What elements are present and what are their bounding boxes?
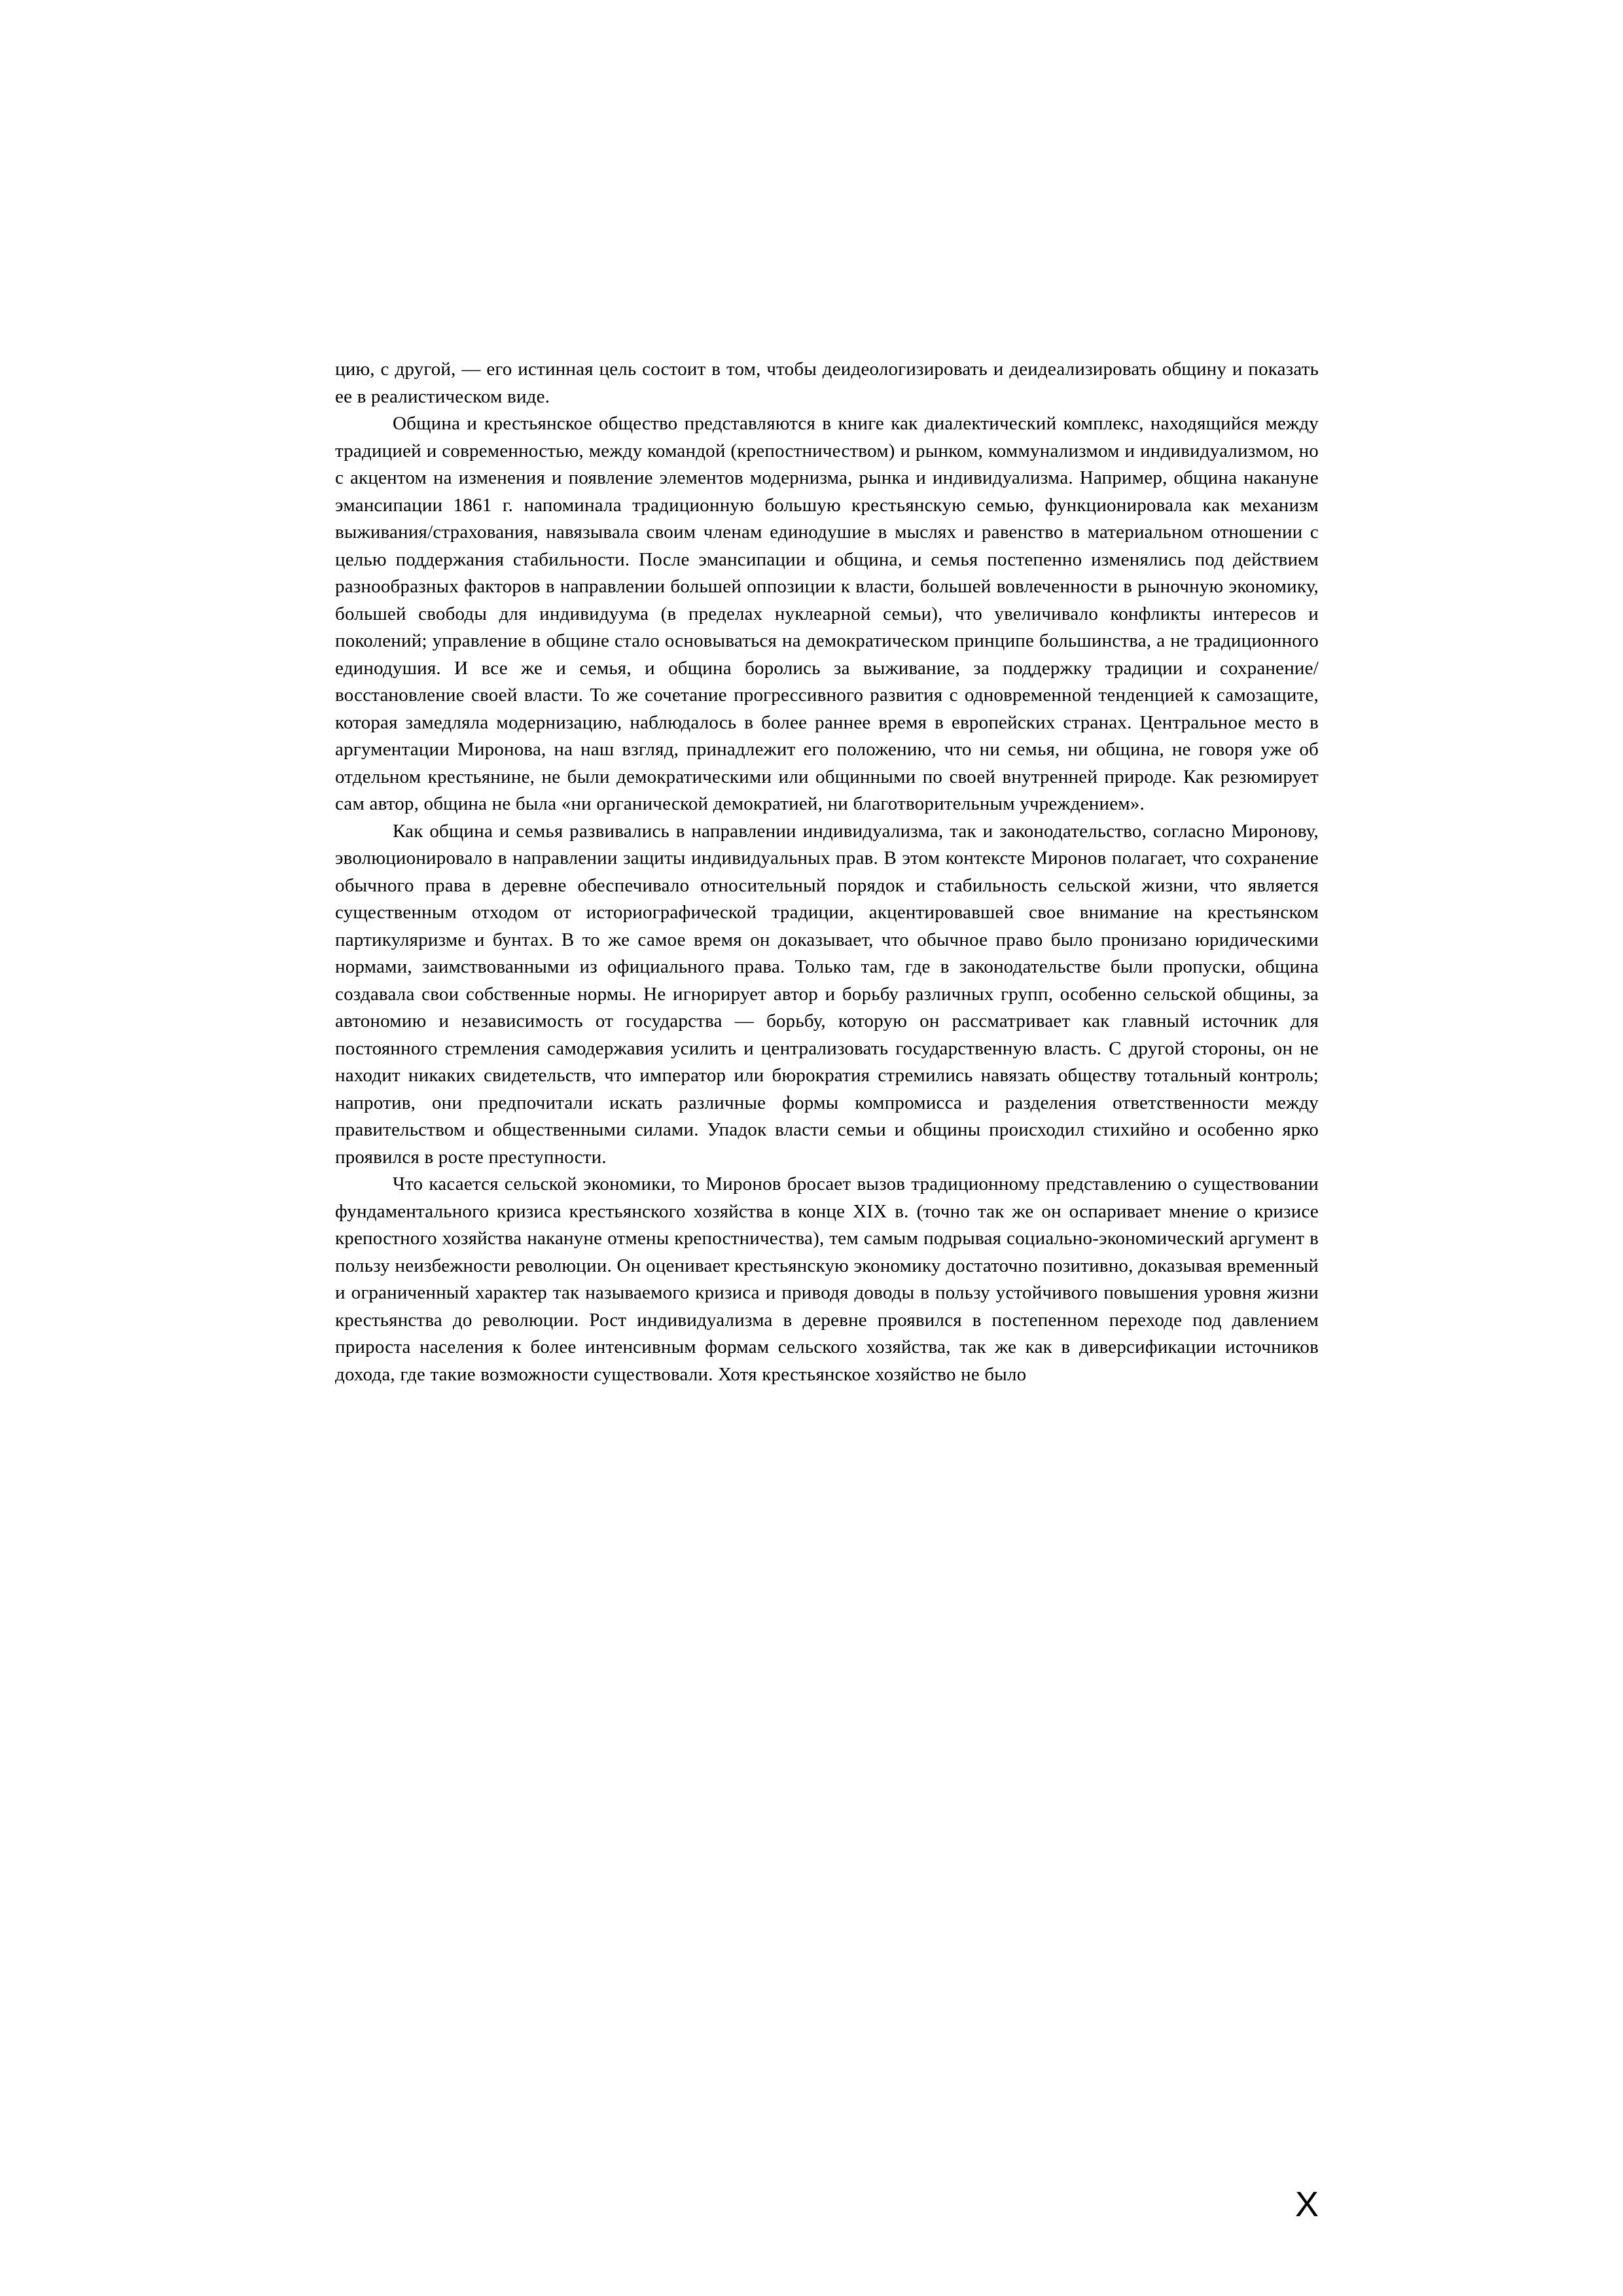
body-text: [335, 356, 1319, 1388]
paragraph: Что касается сельской экономики, то Миронов бросает вызов традиционному представлению о существовании фундаментального кризиса крестьянского хозяйства в конце XIX в. (точно так же он оспаривает мнение о кризисе крепостного хозяйства накануне отмены крепостничества), тем самым подрывая социально-экономический аргумент в пользу неизбежности революции. Он оценивает крестьянскую экономику достаточно позитивно, доказывая временный и ограниченный характер так называемого кризиса и приводя доводы в пользу устойчивого повышения уровня жизни крестьянства до революции. Рост индивидуализма в деревне проявился в постепенном переходе под давлением прироста населения к более интенсивным формам сельского хозяйства, так же как в диверсификации источников дохода, где такие возможности существовали. Хотя крестьянское хозяйство не было: [335, 1174, 1319, 1385]
paragraph-continuation: цию, с другой, — его истинная цель состоит в том, чтобы деидеологизировать и деидеализировать общину и показать ее в реалистическом виде.: [335, 359, 1319, 407]
paragraph: Как община и семья развивались в направлении индивидуализма, так и законодательство, согласно Миронову, эволюционировало в направлении защиты индивидуальных прав. В этом контексте Миронов полагает, что сохранение обычного права в деревне обеспечивало относительный порядок и стабильность сельской жизни, что является существенным отходом от историографической традиции, акцентировавшей свое внимание на крестьянском партикуляризме и бунтах. В то же самое время он доказывает, что обычное право было пронизано юридическими нормами, заимствованными из официального права. Только там, где в законодательстве были пропуски, община создавала свои собственные нормы. Не игнорирует автор и борьбу различных групп, особенно сельской общины, за автономию и независимость от государства — борьбу, которую он рассматривает как главный источник для постоянного стремления самодержавия усилить и централизовать государственную власть. С другой стороны, он не находит никаких свидетельств, что император или бюрократия стремились навязать обществу тотальный контроль; напротив, они предпочитали искать различные формы компромисса и разделения ответственности между правительством и общественными силами. Упадок власти семьи и общины происходил стихийно и особенно ярко проявился в росте преступности.: [335, 820, 1319, 1168]
paragraph: Община и крестьянское общество представляются в книге как диалектический комплекс, находящийся между традицией и современностью, между командой (крепостничеством) и рынком, коммунализмом и индивидуализмом, но с акцентом на изменения и появление элементов модернизма, рынка и индивидуализма. Например, община накануне эмансипации 1861 г. напоминала традиционную большую крестьянскую семью, функционировала как механизм выживания/страхования, навязывала своим членам единодушие в мыслях и равенство в материальном отношении с целью поддержания стабильности. После эмансипации и община, и семья постепенно изменялись под действием разнообразных факторов в направлении большей оппозиции к власти, большей вовлеченности в рыночную экономику, большей свободы для индивидуума (в пределах нуклеарной семьи), что увеличивало конфликты интересов и поколений; управление в общине стало основываться на демократическом принципе большинства, а не традиционного единодушия. И все же и семья, и община боролись за выживание, за поддержку традиции и сохранение/восстановление своей власти. То же сочетание прогрессивного развития с одновременной тенденцией к самозащите, которая замедляла модернизацию, наблюдалось в более раннее время в европейских странах. Центральное место в аргументации Миронова, на наш взгляд, принадлежит его положению, что ни семья, ни община, не говоря уже об отдельном крестьянине, не были демократическими или общинными по своей внутренней природе. Как резюмирует сам автор, община не была «ни органической демократией, ни благотворительным учреждением».: [335, 413, 1319, 814]
page-number: X: [1294, 2185, 1319, 2224]
